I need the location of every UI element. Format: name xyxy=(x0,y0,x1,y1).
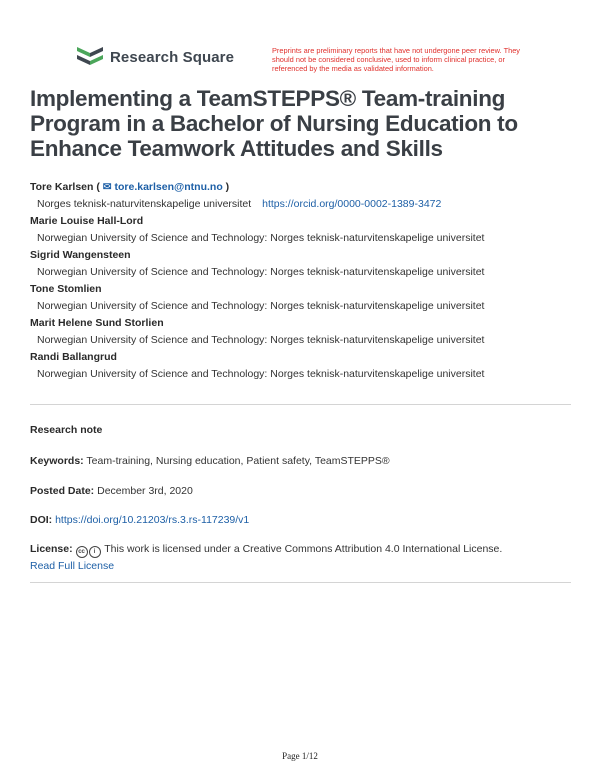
keywords: Keywords: Team-training, Nursing education, Patient safety, TeamSTEPPS® xyxy=(30,455,390,467)
author-name: Tore Karlsen ( ✉ tore.karlsen@ntnu.no ) xyxy=(30,181,230,193)
author-affiliation: Norwegian University of Science and Technology: Norges teknisk-naturvitenskapelige universitet xyxy=(37,232,485,244)
divider xyxy=(30,404,571,405)
author-affiliation: Norwegian University of Science and Technology: Norges teknisk-naturvitenskapelige universitet xyxy=(37,368,485,380)
paper-title: Implementing a TeamSTEPPS® Team-training Program in a Bachelor of Nursing Education to Enhance Teamwork Attitudes and Skills xyxy=(30,86,518,161)
author-affiliation: Norwegian University of Science and Technology: Norges teknisk-naturvitenskapelige universitet xyxy=(37,300,485,312)
email-icon: ✉ xyxy=(102,181,112,193)
orcid-link[interactable]: https://orcid.org/0000-0002-1389-3472 xyxy=(262,198,442,210)
read-license-link[interactable]: Read Full License xyxy=(30,560,115,572)
research-square-logo-icon xyxy=(77,47,103,67)
license: License: cc i This work is licensed under a Creative Commons Attribution 4.0 International License. xyxy=(30,543,502,558)
author-name: Tone Stomlien xyxy=(30,283,102,295)
author-name: Sigrid Wangensteen xyxy=(30,249,131,261)
posted-date: Posted Date: December 3rd, 2020 xyxy=(30,485,193,497)
read-license xyxy=(30,560,114,572)
author-affiliation: Norges teknisk-naturvitenskapelige universitet https://orcid.org/0000-0002-1389-3472 xyxy=(37,198,442,210)
author-name: Randi Ballangrud xyxy=(30,351,117,363)
article-type: Research note xyxy=(30,424,103,436)
author-name: Marit Helene Sund Storlien xyxy=(30,317,164,329)
research-square-logo[interactable] xyxy=(77,47,234,67)
author-affiliation: Norwegian University of Science and Technology: Norges teknisk-naturvitenskapelige universitet xyxy=(37,266,485,278)
doi-link[interactable]: https://doi.org/10.21203/rs.3.rs-117239/v1 xyxy=(55,514,250,526)
cc-icon: cc xyxy=(76,546,88,558)
preprint-disclaimer: Preprints are preliminary reports that have not undergone peer review. They should not be considered conclusive, used to inform clinical practice, or referenced by the media as validated information. xyxy=(272,46,520,73)
brand-name: Research Square xyxy=(110,48,235,66)
cc-by-icon: i xyxy=(89,546,101,558)
author-email-link[interactable]: tore.karlsen@ntnu.no xyxy=(114,181,223,193)
doi: DOI: https://doi.org/10.21203/rs.3.rs-117239/v1 xyxy=(30,514,250,526)
page-number: Page 1/12 xyxy=(282,751,318,761)
author-name: Marie Louise Hall-Lord xyxy=(30,215,144,227)
author-affiliation: Norwegian University of Science and Technology: Norges teknisk-naturvitenskapelige universitet xyxy=(37,334,485,346)
divider xyxy=(30,582,571,583)
author-list xyxy=(30,180,580,384)
